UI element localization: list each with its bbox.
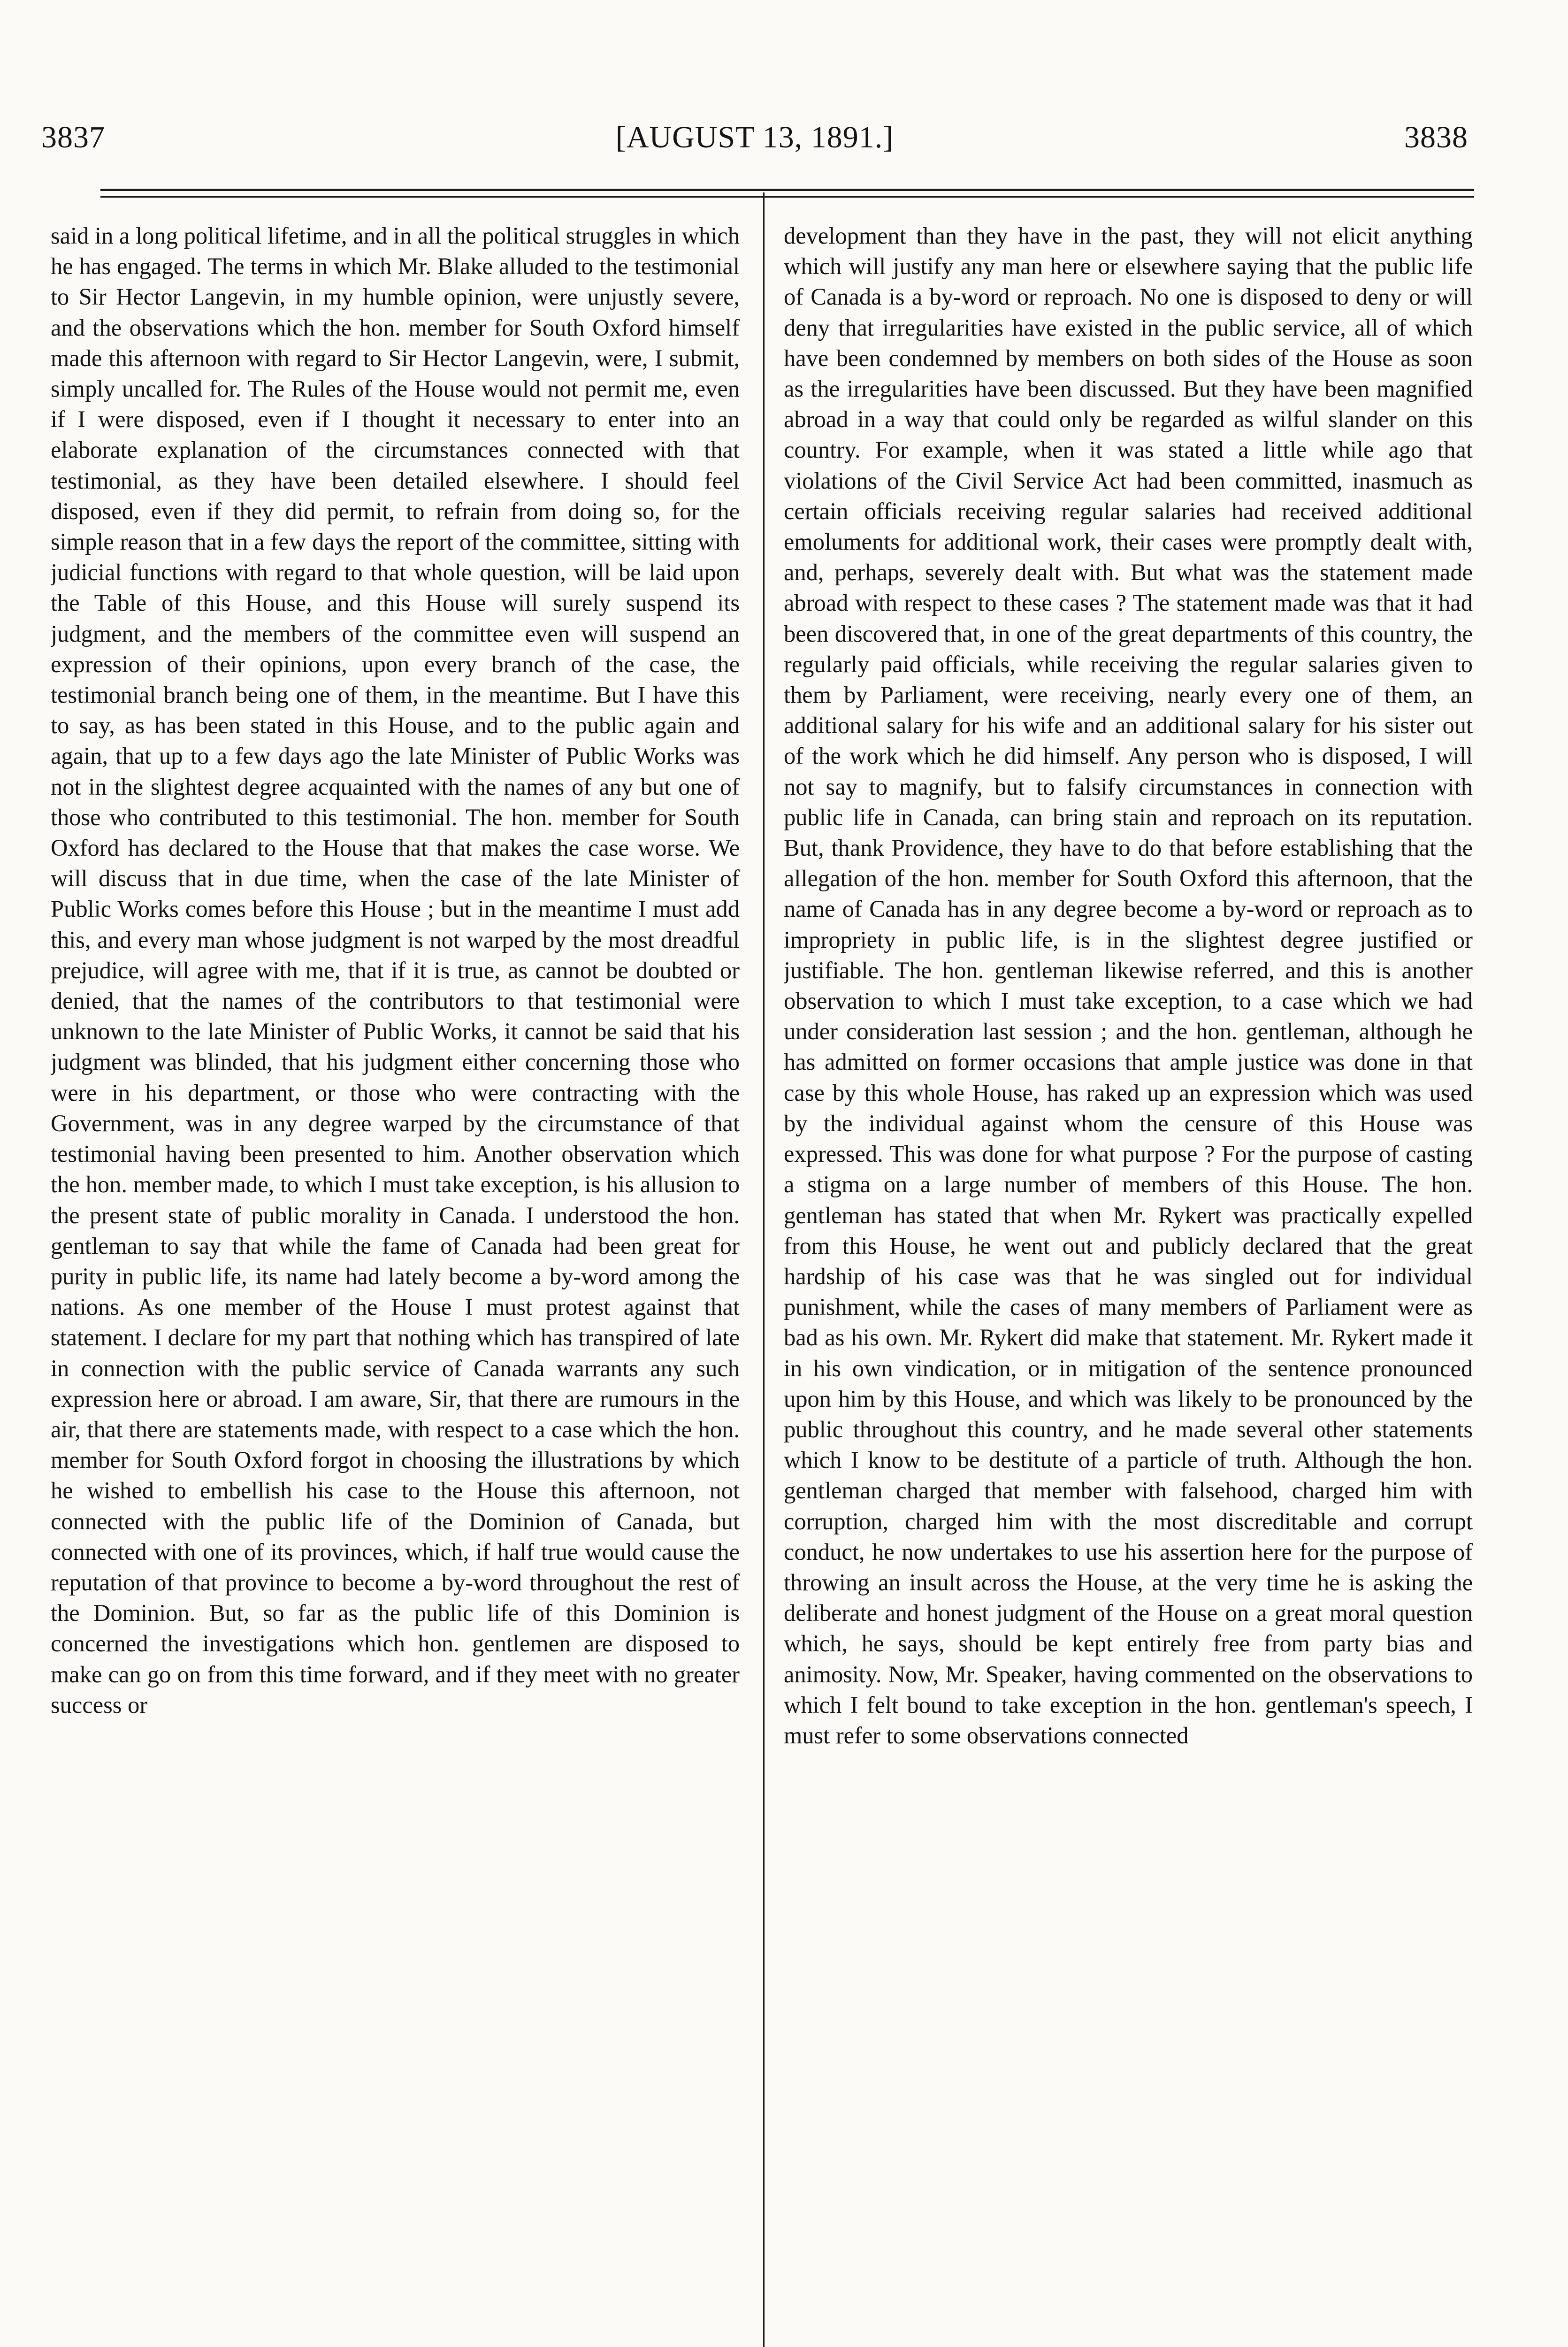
left-column-text: said in a long political lifetime, and in all the political struggles in which he has engaged. The terms in which Mr. Blake alluded to the testimonial to Sir Hector Langevin, in my humble opinion, were unjustly severe, and the observations which the hon. member for South Oxford himself made this afternoon with regard to Sir Hector Langevin, were, I submit, simply uncalled for. The Rules of the House would not permit me, even if I were disposed, even if I thought it necessary to enter into an elaborate explanation of the circumstances connected with that testimonial, as they have been detailed elsewhere. I should feel disposed, even if they did permit, to refrain from doing so, for the simple reason that in a few days the report of the committee, sitting with judicial functions with regard to that whole question, will be laid upon the Table of this House, and this House will surely suspend its judgment, and the members of the committee even will suspend an expression of their opinions, upon every branch of the case, the testimonial branch being one of them, in the meantime. But I have this to say, as has been stated in this House, and to the public again and again, that up to a few days ago the late Minister of Public Works was not in the slightest degree acquainted with the names of any but one of those who contributed to this testimonial. The hon. member for South Oxford has declared to the House that that makes the case worse. We will discuss that in due time, when the case of the late Minister of Public Works comes before this House ; but in the meantime I must add this, and every man whose judgment is not warped by the most dreadful prejudice, will agree with me, that if it is true, as cannot be doubted or denied, that the names of the contributors to that testimonial were unknown to the late Minister of Public Works, it cannot be said that his judgment was blinded, that his judgment either concerning those who were in his department, or those who were contracting with the Government, was in any degree warped by the circumstance of that testimonial having been presented to him. Another observation which the hon. member made, to which I must take exception, is his allusion to the present state of public morality in Canada. I understood the hon. gentleman to say that while the fame of Canada had been great for purity in public life, its name had lately become a by-word among the nations. As one member of the House I must protest against that statement. I declare for my part that nothing which has transpired of late in connection with the public service of Canada warrants any such expression here or abroad. I am aware, Sir, that there are rumours in the air, that there are statements made, with respect to a case which the hon. member for South Oxford forgot in choosing the illustrations by which he wished to embellish his case to the House this afternoon, not connected with the public life of the Dominion of Canada, but connected with one of its provinces, which, if half true would cause the reputation of that province to become a by-word throughout the rest of the Dominion. But, so far as the public life of this Dominion is concerned the investigations which hon. gentlemen are disposed to make can go on from this time forward, and if they meet with no greater success or — [51, 222, 740, 1718]
left-page-number: 3837 — [41, 120, 105, 154]
right-column-text: development than they have in the past, they will not elicit anything which will justify any man here or elsewhere saying that the public life of Canada is a by-word or reproach. No one is disposed to deny or will deny that irregularities have existed in the public service, all of which have been condemned by members on both sides of the House as soon as the irregularities have been discussed. But they have been magnified abroad in a way that could only be regarded as wilful slander on this country. For example, when it was stated a little while ago that violations of the Civil Service Act had been committed, inasmuch as certain officials receiving regular salaries had received additional emoluments for additional work, their cases were promptly dealt with, and, perhaps, severely dealt with. But what was the statement made abroad with respect to these cases ? The statement made was that it had been discovered that, in one of the great departments of this country, the regularly paid officials, while receiving the regular salaries given to them by Parliament, were receiving, nearly every one of them, an additional salary for his wife and an additional salary for his sister out of the work which he did himself. Any person who is disposed, I will not say to magnify, but to falsify circumstances in connection with public life in Canada, can bring stain and reproach on its reputation. But, thank Providence, they have to do that before establishing that the allegation of the hon. member for South Oxford this afternoon, that the name of Canada has in any degree become a by-word or reproach as to impropriety in public life, is in the slightest degree justified or justifiable. The hon. gentleman likewise referred, and this is another observation to which I must take exception, to a case which we had under consideration last session ; and the hon. gentleman, although he has admitted on former occasions that ample justice was done in that case by this whole House, has raked up an expression which was used by the individual against whom the censure of this House was expressed. This was done for what purpose ? For the purpose of casting a stigma on a large number of members of this House. The hon. gentleman has stated that when Mr. Rykert was practically expelled from this House, he went out and publicly declared that the great hardship of his case was that he was singled out for individual punishment, while the cases of many members of Parliament were as bad as his own. Mr. Rykert did make that statement. Mr. Rykert made it in his own vindication, or in mitigation of the sentence pronounced upon him by this House, and which was likely to be pronounced by the public throughout this country, and he made several other statements which I know to be destitute of a particle of truth. Although the hon. gentleman charged that member with falsehood, charged him with corruption, charged him with the most discreditable and corrupt conduct, he now undertakes to use his assertion here for the purpose of throwing an insult across the House, at the very time he is asking the deliberate and honest judgment of the House on a great moral question which, he says, should be kept entirely free from party bias and animosity. Now, Mr. Speaker, having commented on the observations to which I felt bound to take exception in the hon. gentleman's speech, I must refer to some observations connected — [784, 222, 1473, 1749]
running-header — [41, 116, 1468, 159]
left-column — [51, 221, 740, 2347]
right-page-number: 3838 — [1404, 120, 1468, 154]
header-date: [AUGUST 13, 1891.] — [615, 120, 894, 154]
right-column — [784, 221, 1473, 2347]
header-rule-top — [100, 189, 1474, 191]
header-rule-bottom — [100, 196, 1474, 198]
column-divider — [763, 192, 765, 2347]
